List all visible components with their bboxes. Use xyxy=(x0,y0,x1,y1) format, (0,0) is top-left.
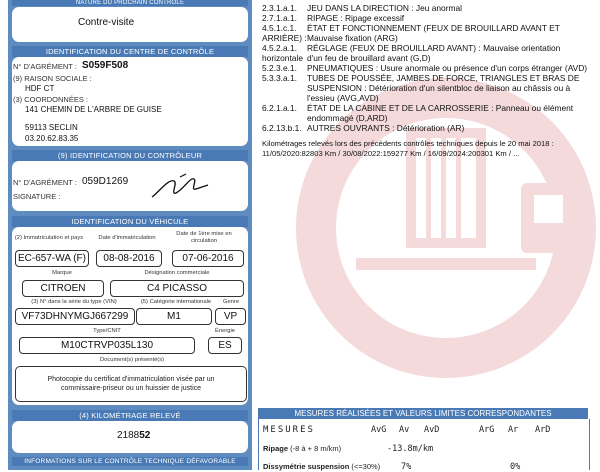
ripage-label: Ripage xyxy=(263,444,289,453)
vin-box: VF73DHNYMGJ667299 xyxy=(15,308,135,325)
ripage-limit: (-8 à + 8 m/km) xyxy=(290,444,342,453)
defect-text: d'un feu de brouillard avant (G,D) xyxy=(307,53,431,63)
defect-text: RIPAGE : Ripage excessif xyxy=(307,13,405,23)
docs-line1: Photocopie du certificat d'immatriculation visée par un xyxy=(47,376,215,383)
date-reg-box: 08-08-2016 xyxy=(96,250,162,267)
previous-km-values: 11/05/2020:82803 Km / 30/08/2022:159277 Km / 16/09/2024:200301 Km / ... xyxy=(262,149,520,158)
commercial-box: C4 PICASSO xyxy=(110,280,244,297)
defect-text: ÉTAT DE LA CABINE ET DE LA CARROSSERIE : Panneau ou élément xyxy=(307,103,574,113)
genre-caption: Genre xyxy=(222,299,240,305)
first-circ-box: 07-06-2016 xyxy=(172,250,244,267)
mileage-panel xyxy=(12,421,248,453)
defect-row xyxy=(262,113,388,123)
raison-sociale-label: (9) RAISON SOCIALE : xyxy=(13,74,92,83)
defect-code: 4.5.1.c.1. xyxy=(262,23,297,33)
defect-code: 2.7.1.a.1. xyxy=(262,13,297,23)
brand-caption: Marque xyxy=(52,270,72,276)
defect-text: Mauvaise fixation (ARG) xyxy=(307,33,398,43)
defect-text: AUTRES OUVRANTS : Détérioration (AR) xyxy=(307,123,465,133)
col-av: Av xyxy=(399,425,410,435)
energy-box: ES xyxy=(208,337,242,354)
col-arg: ArG xyxy=(479,425,495,435)
center-panel xyxy=(12,57,248,146)
category-box: M1 xyxy=(136,308,212,325)
reg-value-box: EC-657-WA (F) xyxy=(15,250,89,267)
dissymetry-label: Dissymétrie suspension xyxy=(263,462,350,471)
defect-row xyxy=(262,53,431,63)
controller-approval-label: N° D'AGRÉMENT : xyxy=(13,178,77,187)
defect-text: RÉGLAGE (FEUX DE BROUILLARD AVANT) : Mauvaise orientation horizontale xyxy=(262,43,561,63)
next-visit-panel xyxy=(12,7,248,42)
defect-text: JEU DANS LA DIRECTION : Jeu anormal xyxy=(307,3,462,13)
center-header: IDENTIFICATION DU CENTRE DE CONTRÔLE xyxy=(12,46,248,57)
ripage-row xyxy=(263,444,341,453)
first-circ-caption xyxy=(164,231,244,245)
dissymetry-ar: 0% xyxy=(510,462,521,472)
defect-row xyxy=(262,103,573,113)
docs-caption: Document(s) présenté(s) xyxy=(99,357,165,363)
measures-table xyxy=(258,419,590,470)
signature-icon xyxy=(150,171,210,201)
mileage-header: (4) KILOMÉTRAGE RELEVÉ xyxy=(12,410,248,421)
type-caption: Type/CNIT xyxy=(93,328,121,334)
previous-km-title: Kilométrages relevés lors des précédents contrôles techniques depuis le 20 mai 2018 : xyxy=(262,139,554,148)
measures-title: MESURES xyxy=(263,425,315,435)
vin-caption: (3) N° dans la série du type (VIN) xyxy=(31,299,117,305)
raison-sociale-value: HDF CT xyxy=(25,84,55,93)
brand-box: CITROEN xyxy=(22,280,104,297)
defect-row xyxy=(262,63,587,73)
defect-text: ÉTAT ET FONCTIONNEMENT (FEUX DE BROUILLARD AVANT ET ARRIÈRE) : xyxy=(262,23,560,43)
defect-row xyxy=(262,93,379,103)
signature-label: SIGNATURE : xyxy=(13,192,61,201)
defect-text: endommagé (D,ARD) xyxy=(307,113,388,123)
defect-row xyxy=(262,3,462,13)
defect-code: 6.2.1.a.1. xyxy=(262,103,297,113)
docs-box xyxy=(15,366,247,402)
defect-text: l'essieu (AVG,AVD) xyxy=(307,93,379,103)
col-ard: ArD xyxy=(535,425,551,435)
genre-box: VP xyxy=(215,308,246,325)
col-ar: Ar xyxy=(508,425,519,435)
defect-code: 4.5.2.a.1. xyxy=(262,43,297,53)
center-approval-value: S059F508 xyxy=(82,60,129,71)
defect-code: 5.3.3.a.1. xyxy=(262,73,297,83)
category-caption: (5) Catégorie internationale xyxy=(140,299,212,305)
unfavorable-info-header: INFORMATIONS SUR LE CONTRÔLE TECHNIQUE DÉFAVORABLE xyxy=(12,457,248,466)
defect-code: 2.3.1.a.1. xyxy=(262,3,297,13)
vehicle-header: IDENTIFICATION DU VÉHICULE xyxy=(12,216,248,227)
mileage-value-main: 2188 xyxy=(117,430,140,441)
vehicle-panel xyxy=(12,227,248,405)
center-approval-label: N° D'AGRÉMENT : xyxy=(13,62,77,71)
defect-code: 5.2.3.e.1. xyxy=(262,63,297,73)
measures-header: MESURES RÉALISÉES ET VALEURS LIMITES CORRESPONDANTES xyxy=(258,408,588,419)
address-line1: 141 CHEMIN DE L'ARBRE DE GUISE xyxy=(25,105,162,114)
defect-text: TUBES DE POUSSÉE, JAMBES DE FORCE, TRIANGLES ET BRAS DE xyxy=(307,73,580,83)
defect-text: PNEUMATIQUES : Usure anormale ou présence d'un corps étranger (AVD) xyxy=(307,63,588,73)
commercial-caption: Désignation commerciale xyxy=(144,270,210,276)
energy-caption: Énergie xyxy=(215,328,235,334)
address-line2: 59113 SECLIN xyxy=(25,123,78,132)
mileage-value-bold: 52 xyxy=(139,430,151,441)
controller-header: (9) IDENTIFICATION DU CONTRÔLEUR xyxy=(12,150,248,161)
defect-code: 6.2.13.b.1. xyxy=(262,123,302,133)
defect-row xyxy=(262,83,570,93)
ripage-value: -13.8m/km xyxy=(387,444,434,454)
first-circ-caption-text: Date de 1ère mise en circulation xyxy=(176,231,232,244)
mileage-value xyxy=(117,430,150,441)
coordinates-label: (3) COORDONNÉES : xyxy=(13,95,89,104)
defect-row xyxy=(262,123,464,133)
controller-approval-value: 059D1269 xyxy=(82,176,129,187)
date-reg-caption: Date d'immatriculation xyxy=(98,235,156,241)
reg-caption: (2) Immatriculation et pays xyxy=(14,235,84,241)
type-box: M10CTRVP035L130 xyxy=(19,337,195,354)
docs-line2: commissaire-priseur ou un huissier de justice xyxy=(60,385,202,392)
dissymetry-av: 7% xyxy=(401,462,412,472)
defect-row xyxy=(262,33,398,43)
next-visit-value: Contre-visite xyxy=(78,17,135,28)
col-avg: AvG xyxy=(371,425,387,435)
col-avd: AvD xyxy=(424,425,440,435)
dissymetry-limit: (<=30%) xyxy=(351,462,381,471)
next-visit-header: NATURE DU PROCHAIN CONTRÔLE xyxy=(12,0,248,6)
controller-panel xyxy=(12,161,248,211)
defect-row xyxy=(262,13,404,23)
phone-number: 03.20.62.83.35 xyxy=(25,134,79,143)
defect-row xyxy=(262,73,579,83)
defect-text: SUSPENSION : Détérioration d'un silentbloc de liaison au châssis ou à xyxy=(307,83,571,93)
